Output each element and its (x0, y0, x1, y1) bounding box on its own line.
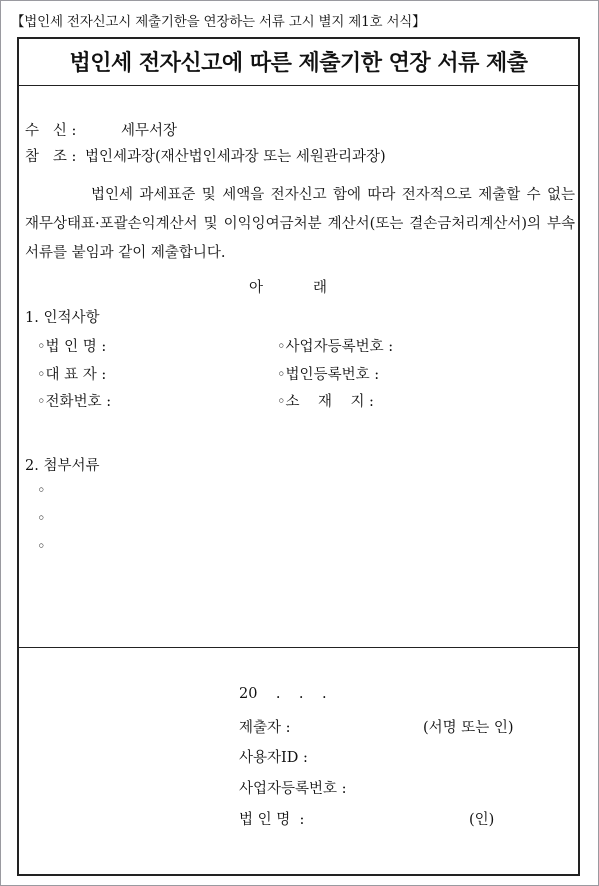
section2-heading: 2. 첨부서류 (25, 458, 100, 474)
corp-seal: (인) (469, 812, 495, 828)
below-heading: 아래 (249, 280, 378, 296)
corp-name-label: 법 인 명 : (239, 812, 305, 828)
title-row (19, 39, 578, 86)
biz-reg-label: 사업자등록번호 : (239, 781, 347, 797)
body-paragraph: 법인세 과세표준 및 세액을 전자신고 함에 따라 전자적으로 제출할 수 없는 재무상태표·포괄손익계산서 및 이익잉여금처분 계산서(또는 결손금처리계산서)의 부속서류를 붙임과 같이 제출합니다. (25, 187, 575, 261)
user-id-label: 사용자ID : (239, 750, 308, 766)
section-divider (19, 647, 578, 648)
field-corp-reg-no: ◦법인등록번호 : (277, 367, 380, 383)
attachment-bullet-2: ◦ (37, 511, 46, 527)
recipient-value: 세무서장 (120, 123, 177, 139)
recipient-row (25, 119, 177, 140)
submitter-label: 제출자 : (239, 720, 291, 736)
section1-heading: 1. 인적사항 (25, 310, 100, 326)
field-representative: ◦대 표 자 : (37, 367, 107, 383)
submitter-sign: (서명 또는 인) (423, 720, 514, 736)
field-phone: ◦전화번호 : (37, 394, 112, 410)
reference-label: 참 조 : (25, 149, 77, 165)
reference-row (25, 145, 386, 166)
submission-form (17, 37, 580, 876)
reference-value: 법인세과장(재산법인세과장 또는 세원관리과장) (84, 149, 386, 165)
date-line: 20 . . . (239, 686, 327, 702)
attachment-bullet-1: ◦ (37, 483, 46, 499)
attachment-bullet-3: ◦ (37, 539, 46, 555)
field-address: ◦소 재 지 : (277, 394, 374, 410)
form-title: 법인세 전자신고에 따른 제출기한 연장 서류 제출 (69, 51, 528, 76)
recipient-label: 수 신 : (25, 123, 77, 139)
field-corp-name: ◦법 인 명 : (37, 339, 107, 355)
field-biz-reg-no: ◦사업자등록번호 : (277, 339, 394, 355)
form-reference-note: 【법인세 전자신고시 제출기한을 연장하는 서류 고시 별지 제1호 서식】 (11, 14, 426, 30)
